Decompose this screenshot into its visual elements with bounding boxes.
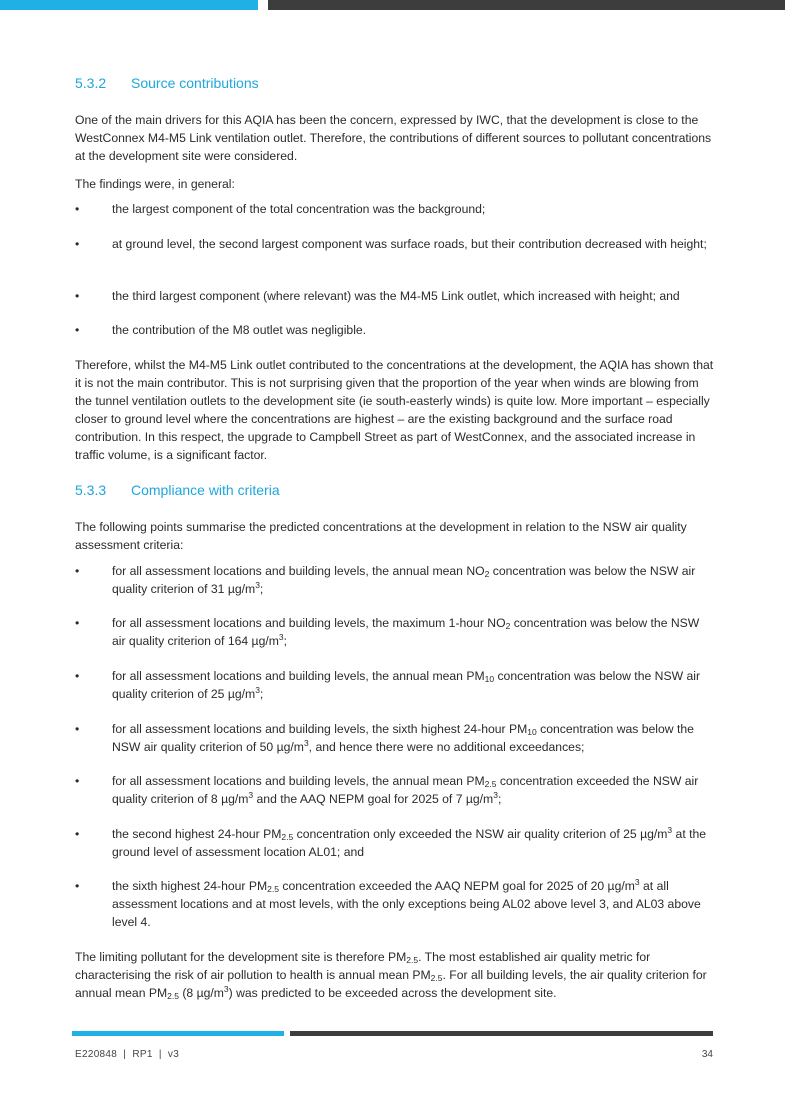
bullet-dot: • — [75, 774, 80, 788]
footer-dark-bar — [290, 1031, 713, 1036]
bullet-dot: • — [75, 564, 80, 578]
list-item: • for all assessment locations and building levels, the annual mean $NO_2$ concentration was below the NSW air quality criterion of 31 $\mu g/m^3$; — [75, 564, 696, 596]
section-heading-compliance — [75, 482, 280, 498]
document-reference: E220848 | RP1 | v3 — [75, 1049, 180, 1060]
list-item: • for all assessment locations and building levels, the sixth highest 24-hour $PM_{10}$ concentration was below the NSW air quality criterion of 50 $\mu g/m^3$, and hence there were no additional exceedances; — [75, 722, 694, 754]
section-number: 5.3.2 — [75, 75, 107, 91]
list-item: • the contribution of the M8 outlet was negligible. — [75, 323, 367, 337]
list-item: • the largest component of the total concentration was the background; — [75, 202, 486, 216]
bullet-dot: • — [75, 202, 80, 216]
bullet-dot: • — [75, 669, 80, 683]
paragraph-intro: One of the main drivers for this AQIA has been the concern, expressed by IWC, that the development is close to the WestConnex M4-M5 Link ventilation outlet. Therefore, the contributions of different sources to pollutant concentrations at the development site were considered. — [75, 113, 712, 163]
list-item: • at ground level, the second largest component was surface roads, but their contribution decreased with height; — [75, 237, 707, 251]
section-heading-source-contributions — [75, 75, 259, 91]
bullet-dot: • — [75, 722, 80, 736]
paragraph-compliance-intro: The following points summarise the predicted concentrations at the development in relation to the NSW air quality assessment criteria: — [75, 520, 687, 552]
page-number: 34 — [701, 1049, 713, 1060]
bullet-dot: • — [75, 323, 80, 337]
list-item: • the second highest 24-hour $PM_{2.5}$ concentration only exceeded the NSW air quality criterion of 25 $\mu g/m^3$ at the ground level of assessment location AL01; and — [75, 825, 707, 859]
bullet-dot: • — [75, 237, 80, 251]
footer-accent-bar — [72, 1031, 284, 1036]
list-item: • for all assessment locations and building levels, the annual mean $PM_{2.5}$ concentration exceeded the NSW air quality criterion of 8 $\mu g/m^3$ and the AAQ NEPM goal for 2025 of 7 $\mu g/m^3$; — [75, 774, 699, 806]
section-number: 5.3.3 — [75, 482, 107, 498]
bullet-dot: • — [75, 289, 80, 303]
list-item: • the sixth highest 24-hour $PM_{2.5}$ concentration exceeded the AAQ NEPM goal for 2025 of 20 $\mu g/m^3$ at all assessment locations and at most levels, with the only exceptions being AL02 above level 3, and AL03 above level 4. — [75, 877, 701, 929]
bullet-dot: • — [75, 879, 80, 893]
list-item: • for all assessment locations and building levels, the annual mean $PM_{10}$ concentration was below the NSW air quality criterion of 25 $\mu g/m^3$; — [75, 669, 701, 701]
section-title: Compliance with criteria — [131, 482, 280, 498]
list-item: • the third largest component (where relevant) was the M4-M5 Link outlet, which increased with height; and — [75, 289, 680, 303]
paragraph-conclusion: Therefore, whilst the M4-M5 Link outlet contributed to the concentrations at the development, the AQIA has shown that it is not the main contributor. This is not surprising given that the proportion of the year when winds are blowing from the tunnel ventilation outlets to the development site (ie south-easterly winds) is quite low. More important – especially closer to ground level where the concentrations are highest – are the existing background and the surface road contribution. In this respect, the upgrade to Campbell Street as part of WestConnex, and the associated increase in traffic volume, is a significant factor. — [75, 358, 714, 462]
header-dark-bar — [268, 0, 785, 10]
list-item: • for all assessment locations and building levels, the maximum 1-hour $NO_2$ concentration was below the NSW air quality criterion of 164 $\mu g/m^3$; — [75, 616, 700, 648]
paragraph-closing: The limiting pollutant for the development site is therefore $PM_{2.5}$. The most established air quality metric for characterising the risk of air pollution to health is annual mean $PM_{2.5}$. For all building levels, the air quality criterion for annual mean $PM_{2.5}$ (8 $\mu g/m^3$) was predicted to be exceeded across the development site. — [75, 950, 707, 1001]
header-accent-bar — [0, 0, 258, 10]
section-title: Source contributions — [131, 75, 259, 91]
paragraph-findings-lead: The findings were, in general: — [75, 177, 235, 191]
bullet-dot: • — [75, 827, 80, 841]
bullet-dot: • — [75, 616, 80, 630]
